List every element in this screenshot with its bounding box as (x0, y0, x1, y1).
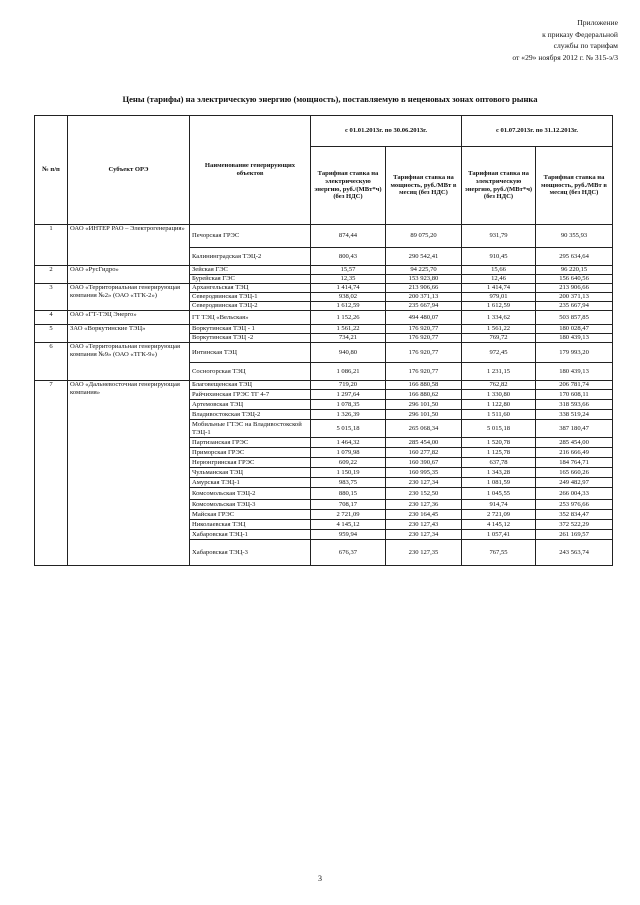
header-line: службы по тарифам (553, 41, 618, 51)
generating-object-name: Чульманская ТЭЦ (190, 468, 311, 478)
energy-rate-h2: 1 057,41 (462, 530, 536, 540)
energy-rate-h1: 5 015,18 (311, 420, 386, 438)
capacity-rate-h1: 235 667,94 (386, 302, 462, 311)
capacity-rate-h1: 160 277,82 (386, 448, 462, 458)
capacity-rate-h1: 176 920,77 (386, 343, 462, 363)
energy-rate-h2: 15,66 (462, 266, 536, 275)
capacity-rate-h1: 166 880,62 (386, 390, 462, 400)
subject-name: ОАО «Дальневосточная генерирующая компания» (68, 381, 190, 566)
energy-rate-h1: 2 721,09 (311, 510, 386, 520)
energy-rate-h1: 800,43 (311, 248, 386, 266)
capacity-rate-h1: 89 075,20 (386, 225, 462, 248)
generating-object-name: Комсомольская ТЭЦ-2 (190, 488, 311, 500)
capacity-rate-h2: 216 666,49 (536, 448, 613, 458)
energy-rate-h2: 1 334,62 (462, 311, 536, 325)
tariff-table (34, 115, 613, 566)
generating-object-name: Мобильные ГТЭС на Владивостокской ТЭЦ-1 (190, 420, 311, 438)
capacity-rate-h1: 176 920,77 (386, 334, 462, 343)
energy-rate-h1: 874,44 (311, 225, 386, 248)
table-row (35, 284, 613, 293)
generating-object-name: ГТ ТЭЦ «Вельская» (190, 311, 311, 325)
generating-object-name: Воркутинская ТЭЦ -2 (190, 334, 311, 343)
table-row (35, 325, 613, 334)
generating-object-name: Комсомольская ТЭЦ-3 (190, 500, 311, 510)
row-number: 2 (35, 266, 68, 284)
page-number: 3 (318, 874, 322, 883)
capacity-rate-h1: 230 127,35 (386, 540, 462, 566)
energy-rate-h2: 931,79 (462, 225, 536, 248)
generating-object-name: Сосногорская ТЭЦ (190, 363, 311, 381)
table-row (35, 225, 613, 248)
period-header-h1: с 01.01.2013г. по 30.06.2013г. (311, 116, 462, 147)
capacity-rate-h2: 235 667,94 (536, 302, 613, 311)
capacity-rate-h1: 160 390,67 (386, 458, 462, 468)
subject-name: ОАО «Территориальная генерирующая компания №2» (ОАО «ТГК-2») (68, 284, 190, 311)
energy-rate-h1: 1 086,21 (311, 363, 386, 381)
energy-rate-h2: 5 015,18 (462, 420, 536, 438)
energy-rate-h1: 12,35 (311, 275, 386, 284)
energy-rate-h2: 910,45 (462, 248, 536, 266)
generating-object-name: Райчихинская ГРЭС ТГ 4-7 (190, 390, 311, 400)
energy-rate-h1: 1 152,26 (311, 311, 386, 325)
capacity-rate-h2: 295 634,64 (536, 248, 613, 266)
energy-rate-h2: 914,74 (462, 500, 536, 510)
generating-object-name: Благовещенская ТЭЦ (190, 381, 311, 390)
generating-object-name: Северодвинская ТЭЦ-1 (190, 293, 311, 302)
capacity-rate-h1: 230 127,43 (386, 520, 462, 530)
capacity-rate-h2: 372 522,29 (536, 520, 613, 530)
capacity-rate-h1: 166 880,58 (386, 381, 462, 390)
energy-rate-h1: 1 150,19 (311, 468, 386, 478)
energy-rate-h1: 1 326,39 (311, 410, 386, 420)
capacity-rate-h2: 165 660,26 (536, 468, 613, 478)
energy-rate-h1: 983,75 (311, 478, 386, 488)
table-row (35, 381, 613, 390)
generating-object-name: Нерюнгринская ГРЭС (190, 458, 311, 468)
capacity-rate-h2: 180 439,13 (536, 363, 613, 381)
generating-object-name: Майская ГРЭС (190, 510, 311, 520)
subject-name: ОАО «РусГидро» (68, 266, 190, 284)
energy-rate-h2: 979,01 (462, 293, 536, 302)
capacity-rate-h2: 156 640,56 (536, 275, 613, 284)
energy-rate-h2: 1 081,59 (462, 478, 536, 488)
header-line: от «29» ноября 2012 г. № 315-э/3 (512, 52, 618, 62)
energy-rate-h1: 1 561,22 (311, 325, 386, 334)
energy-rate-h2: 1 414,74 (462, 284, 536, 293)
energy-rate-h1: 609,22 (311, 458, 386, 468)
energy-rate-h2: 1 231,15 (462, 363, 536, 381)
capacity-rate-h1: 285 454,00 (386, 438, 462, 448)
capacity-rate-h1: 296 101,50 (386, 400, 462, 410)
generating-object-name: Воркутинская ТЭЦ - 1 (190, 325, 311, 334)
capacity-rate-h2: 352 834,47 (536, 510, 613, 520)
energy-rate-h2: 762,82 (462, 381, 536, 390)
capacity-rate-h2: 261 169,57 (536, 530, 613, 540)
energy-rate-h2: 1 511,60 (462, 410, 536, 420)
energy-rate-h2: 972,45 (462, 343, 536, 363)
capacity-rate-h2: 200 371,13 (536, 293, 613, 302)
energy-rate-h2: 1 122,80 (462, 400, 536, 410)
column-header-energy-rate-h2: Тарифная ставка на электрическую энергию, руб./(МВт*ч) (без НДС) (462, 147, 536, 225)
energy-rate-h2: 12,46 (462, 275, 536, 284)
column-header-energy-rate-h1: Тарифная ставка на электрическую энергию, руб./(МВт*ч) (без НДС) (311, 147, 386, 225)
capacity-rate-h2: 338 519,24 (536, 410, 613, 420)
subject-name: ОАО «ГТ-ТЭЦ Энерго» (68, 311, 190, 325)
document-title: Цены (тарифы) на электрическую энергию (мощность), поставляемую в неценовых зонах оптового рынка (122, 94, 538, 104)
header-line: Приложение (577, 18, 618, 27)
generating-object-name: Хабаровская ТЭЦ-3 (190, 540, 311, 566)
subject-name: ЗАО «Воркутинские ТЭЦ» (68, 325, 190, 343)
order-reference (418, 17, 618, 63)
capacity-rate-h2: 266 004,33 (536, 488, 613, 500)
capacity-rate-h1: 290 542,41 (386, 248, 462, 266)
energy-rate-h1: 708,17 (311, 500, 386, 510)
capacity-rate-h1: 200 371,13 (386, 293, 462, 302)
row-number: 7 (35, 381, 68, 566)
generating-object-name: Владивостокская ТЭЦ-2 (190, 410, 311, 420)
capacity-rate-h1: 153 923,80 (386, 275, 462, 284)
column-header-capacity-rate-h1: Тарифная ставка на мощность, руб./МВт в месяц (без НДС) (386, 147, 462, 225)
column-header-object: Наименование генерирующих объектов (190, 116, 311, 225)
column-header-capacity-rate-h2: Тарифная ставка на мощность, руб./МВт в месяц (без НДС) (536, 147, 613, 225)
energy-rate-h2: 1 612,59 (462, 302, 536, 311)
generating-object-name: Северодвинская ТЭЦ-2 (190, 302, 311, 311)
capacity-rate-h1: 176 920,77 (386, 363, 462, 381)
capacity-rate-h2: 90 355,93 (536, 225, 613, 248)
energy-rate-h1: 15,57 (311, 266, 386, 275)
column-header-subject: Субъект ОРЭ (68, 116, 190, 225)
capacity-rate-h2: 243 563,74 (536, 540, 613, 566)
capacity-rate-h1: 494 480,07 (386, 311, 462, 325)
capacity-rate-h1: 176 920,77 (386, 325, 462, 334)
energy-rate-h1: 676,37 (311, 540, 386, 566)
capacity-rate-h2: 184 764,71 (536, 458, 613, 468)
capacity-rate-h2: 180 028,47 (536, 325, 613, 334)
capacity-rate-h1: 213 906,66 (386, 284, 462, 293)
capacity-rate-h2: 206 781,74 (536, 381, 613, 390)
generating-object-name: Печорская ГРЭС (190, 225, 311, 248)
row-number: 6 (35, 343, 68, 381)
energy-rate-h1: 880,15 (311, 488, 386, 500)
energy-rate-h1: 940,80 (311, 343, 386, 363)
capacity-rate-h2: 253 976,66 (536, 500, 613, 510)
generating-object-name: Калининградская ТЭЦ-2 (190, 248, 311, 266)
energy-rate-h2: 1 330,80 (462, 390, 536, 400)
energy-rate-h1: 1 414,74 (311, 284, 386, 293)
capacity-rate-h2: 503 857,85 (536, 311, 613, 325)
row-number: 4 (35, 311, 68, 325)
energy-rate-h2: 1 343,28 (462, 468, 536, 478)
capacity-rate-h1: 230 127,34 (386, 530, 462, 540)
capacity-rate-h1: 94 225,70 (386, 266, 462, 275)
generating-object-name: Бурейская ГЭС (190, 275, 311, 284)
generating-object-name: Артемовская ТЭЦ (190, 400, 311, 410)
capacity-rate-h2: 180 439,13 (536, 334, 613, 343)
generating-object-name: Амурская ТЭЦ-1 (190, 478, 311, 488)
column-header-number: № п/п (35, 116, 68, 225)
energy-rate-h1: 4 145,12 (311, 520, 386, 530)
table-row (35, 266, 613, 275)
energy-rate-h2: 767,55 (462, 540, 536, 566)
capacity-rate-h2: 249 482,97 (536, 478, 613, 488)
header-line: к приказу Федеральной (542, 29, 618, 39)
capacity-rate-h2: 285 454,00 (536, 438, 613, 448)
generating-object-name: Партизанская ГРЭС (190, 438, 311, 448)
capacity-rate-h2: 170 608,11 (536, 390, 613, 400)
generating-object-name: Архангельская ТЭЦ (190, 284, 311, 293)
energy-rate-h2: 4 145,12 (462, 520, 536, 530)
period-header-h2: с 01.07.2013г. по 31.12.2013г. (462, 116, 613, 147)
capacity-rate-h2: 213 906,66 (536, 284, 613, 293)
generating-object-name: Зейская ГЭС (190, 266, 311, 275)
capacity-rate-h1: 230 152,50 (386, 488, 462, 500)
capacity-rate-h1: 296 101,50 (386, 410, 462, 420)
energy-rate-h1: 1 297,64 (311, 390, 386, 400)
energy-rate-h2: 1 520,78 (462, 438, 536, 448)
energy-rate-h1: 959,94 (311, 530, 386, 540)
row-number: 3 (35, 284, 68, 311)
row-number: 5 (35, 325, 68, 343)
generating-object-name: Николаевская ТЭЦ (190, 520, 311, 530)
energy-rate-h2: 769,72 (462, 334, 536, 343)
table-row (35, 311, 613, 325)
capacity-rate-h1: 160 995,35 (386, 468, 462, 478)
table-row (35, 343, 613, 363)
energy-rate-h2: 1 561,22 (462, 325, 536, 334)
energy-rate-h1: 1 464,32 (311, 438, 386, 448)
generating-object-name: Интинская ТЭЦ (190, 343, 311, 363)
energy-rate-h1: 734,21 (311, 334, 386, 343)
energy-rate-h2: 1 125,78 (462, 448, 536, 458)
subject-name: ОАО «Территориальная генерирующая компания №9» (ОАО «ТГК-9») (68, 343, 190, 381)
generating-object-name: Хабаровская ТЭЦ-1 (190, 530, 311, 540)
capacity-rate-h1: 265 068,34 (386, 420, 462, 438)
energy-rate-h1: 1 078,35 (311, 400, 386, 410)
capacity-rate-h2: 179 993,20 (536, 343, 613, 363)
capacity-rate-h2: 96 220,15 (536, 266, 613, 275)
energy-rate-h2: 637,78 (462, 458, 536, 468)
energy-rate-h1: 1 612,59 (311, 302, 386, 311)
row-number: 1 (35, 225, 68, 266)
table-body (35, 225, 613, 566)
generating-object-name: Приморская ГРЭС (190, 448, 311, 458)
energy-rate-h1: 1 079,98 (311, 448, 386, 458)
capacity-rate-h1: 230 127,34 (386, 478, 462, 488)
capacity-rate-h1: 230 127,36 (386, 500, 462, 510)
energy-rate-h2: 2 721,09 (462, 510, 536, 520)
capacity-rate-h2: 318 593,66 (536, 400, 613, 410)
energy-rate-h1: 719,20 (311, 381, 386, 390)
energy-rate-h1: 938,02 (311, 293, 386, 302)
energy-rate-h2: 1 045,55 (462, 488, 536, 500)
capacity-rate-h2: 387 180,47 (536, 420, 613, 438)
subject-name: ОАО «ИНТЕР РАО – Электрогенерация» (68, 225, 190, 266)
capacity-rate-h1: 230 164,45 (386, 510, 462, 520)
